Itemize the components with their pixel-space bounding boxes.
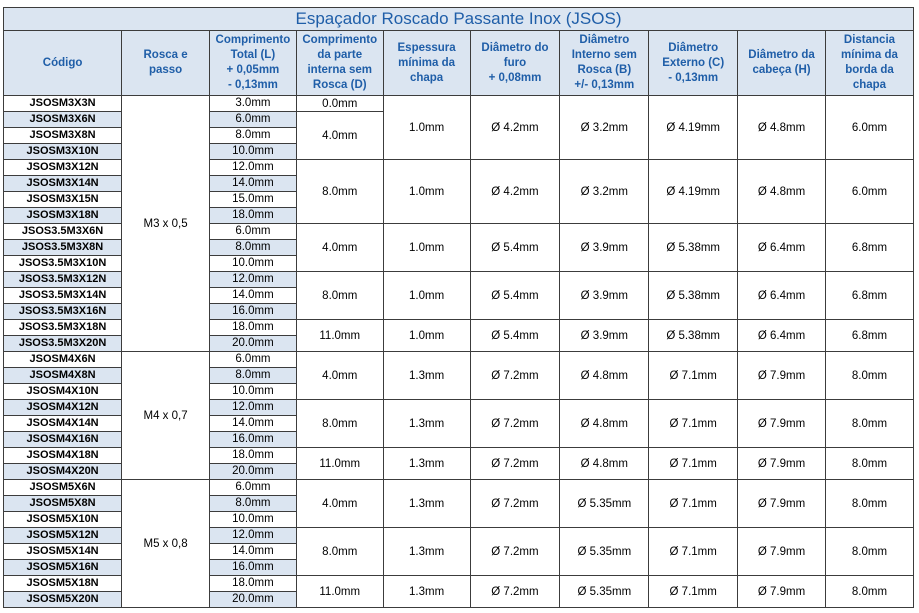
cell-total-length: 10.0mm	[209, 144, 296, 160]
cell-head-diameter: Ø 7.9mm	[738, 528, 826, 576]
cell-hole-diameter: Ø 5.4mm	[470, 224, 560, 272]
cell-head-diameter: Ø 7.9mm	[738, 400, 826, 448]
cell-inner-diameter: Ø 4.8mm	[560, 400, 649, 448]
cell-edge-distance: 8.0mm	[825, 480, 913, 528]
cell-outer-diameter: Ø 4.19mm	[649, 96, 738, 160]
table-row	[4, 352, 914, 368]
cell-min-thickness: 1.3mm	[383, 352, 470, 400]
cell-total-length: 14.0mm	[209, 544, 296, 560]
cell-code: JSOSM4X8N	[4, 368, 122, 384]
cell-inner-length: 4.0mm	[296, 480, 383, 528]
cell-code: JSOSM3X3N	[4, 96, 122, 112]
cell-code: JSOS3.5M3X16N	[4, 304, 122, 320]
cell-total-length: 6.0mm	[209, 352, 296, 368]
cell-total-length: 12.0mm	[209, 400, 296, 416]
cell-thread: M4 x 0,7	[122, 352, 210, 480]
cell-code: JSOS3.5M3X20N	[4, 336, 122, 352]
cell-min-thickness: 1.0mm	[383, 272, 470, 320]
cell-hole-diameter: Ø 7.2mm	[470, 400, 560, 448]
cell-edge-distance: 6.8mm	[825, 272, 913, 320]
cell-head-diameter: Ø 6.4mm	[738, 272, 826, 320]
cell-outer-diameter: Ø 7.1mm	[649, 480, 738, 528]
cell-total-length: 10.0mm	[209, 256, 296, 272]
cell-total-length: 12.0mm	[209, 272, 296, 288]
cell-outer-diameter: Ø 5.38mm	[649, 272, 738, 320]
cell-outer-diameter: Ø 7.1mm	[649, 576, 738, 608]
cell-inner-length: 8.0mm	[296, 528, 383, 576]
cell-code: JSOSM3X8N	[4, 128, 122, 144]
cell-edge-distance: 8.0mm	[825, 400, 913, 448]
cell-inner-length: 11.0mm	[296, 448, 383, 480]
cell-min-thickness: 1.0mm	[383, 320, 470, 352]
cell-inner-diameter: Ø 5.35mm	[560, 528, 649, 576]
cell-total-length: 18.0mm	[209, 448, 296, 464]
cell-total-length: 6.0mm	[209, 480, 296, 496]
cell-head-diameter: Ø 7.9mm	[738, 448, 826, 480]
header-code: Código	[4, 31, 122, 96]
cell-code: JSOSM4X12N	[4, 400, 122, 416]
cell-edge-distance: 8.0mm	[825, 352, 913, 400]
cell-min-thickness: 1.0mm	[383, 224, 470, 272]
table-row	[4, 480, 914, 496]
cell-code: JSOSM5X12N	[4, 528, 122, 544]
cell-total-length: 16.0mm	[209, 560, 296, 576]
cell-head-diameter: Ø 6.4mm	[738, 320, 826, 352]
cell-inner-length: 11.0mm	[296, 576, 383, 608]
cell-hole-diameter: Ø 5.4mm	[470, 272, 560, 320]
cell-inner-length: 8.0mm	[296, 400, 383, 448]
cell-inner-length: 11.0mm	[296, 320, 383, 352]
cell-hole-diameter: Ø 7.2mm	[470, 480, 560, 528]
cell-code: JSOSM5X14N	[4, 544, 122, 560]
cell-hole-diameter: Ø 5.4mm	[470, 320, 560, 352]
cell-thread: M3 x 0,5	[122, 96, 210, 352]
cell-hole-diameter: Ø 7.2mm	[470, 528, 560, 576]
cell-total-length: 16.0mm	[209, 304, 296, 320]
cell-inner-length: 4.0mm	[296, 224, 383, 272]
header-outer-diameter: Diâmetro Externo (C) - 0,13mm	[649, 31, 738, 96]
cell-inner-diameter: Ø 4.8mm	[560, 352, 649, 400]
cell-edge-distance: 8.0mm	[825, 448, 913, 480]
cell-edge-distance: 6.0mm	[825, 160, 913, 224]
cell-total-length: 6.0mm	[209, 112, 296, 128]
cell-total-length: 14.0mm	[209, 416, 296, 432]
cell-edge-distance: 8.0mm	[825, 528, 913, 576]
cell-code: JSOS3.5M3X6N	[4, 224, 122, 240]
cell-hole-diameter: Ø 7.2mm	[470, 352, 560, 400]
cell-inner-length: 8.0mm	[296, 272, 383, 320]
table-body	[4, 96, 914, 608]
cell-inner-length: 4.0mm	[296, 112, 383, 160]
cell-code: JSOSM3X14N	[4, 176, 122, 192]
header-inner-diameter: Diâmetro Interno sem Rosca (B) +/- 0,13mm	[560, 31, 649, 96]
cell-code: JSOS3.5M3X10N	[4, 256, 122, 272]
cell-code: JSOSM4X16N	[4, 432, 122, 448]
cell-total-length: 18.0mm	[209, 208, 296, 224]
header-min-thickness: Espessura mínima da chapa	[383, 31, 470, 96]
cell-min-thickness: 1.3mm	[383, 400, 470, 448]
cell-total-length: 12.0mm	[209, 528, 296, 544]
header-row	[4, 31, 914, 96]
cell-total-length: 18.0mm	[209, 576, 296, 592]
cell-hole-diameter: Ø 4.2mm	[470, 160, 560, 224]
cell-inner-diameter: Ø 4.8mm	[560, 448, 649, 480]
cell-total-length: 8.0mm	[209, 240, 296, 256]
cell-outer-diameter: Ø 7.1mm	[649, 448, 738, 480]
cell-min-thickness: 1.0mm	[383, 96, 470, 160]
cell-inner-diameter: Ø 3.2mm	[560, 96, 649, 160]
cell-inner-diameter: Ø 3.9mm	[560, 320, 649, 352]
cell-total-length: 8.0mm	[209, 496, 296, 512]
cell-outer-diameter: Ø 7.1mm	[649, 528, 738, 576]
cell-code: JSOSM4X10N	[4, 384, 122, 400]
cell-hole-diameter: Ø 7.2mm	[470, 576, 560, 608]
cell-min-thickness: 1.3mm	[383, 448, 470, 480]
cell-code: JSOS3.5M3X18N	[4, 320, 122, 336]
cell-code: JSOSM4X14N	[4, 416, 122, 432]
cell-edge-distance: 8.0mm	[825, 576, 913, 608]
header-total-length: Comprimento Total (L) + 0,05mm - 0,13mm	[209, 31, 296, 96]
cell-code: JSOS3.5M3X12N	[4, 272, 122, 288]
cell-total-length: 8.0mm	[209, 128, 296, 144]
cell-total-length: 18.0mm	[209, 320, 296, 336]
cell-min-thickness: 1.3mm	[383, 480, 470, 528]
cell-code: JSOSM3X12N	[4, 160, 122, 176]
cell-outer-diameter: Ø 7.1mm	[649, 400, 738, 448]
cell-min-thickness: 1.0mm	[383, 160, 470, 224]
cell-code: JSOSM5X18N	[4, 576, 122, 592]
header-hole-diameter: Diâmetro do furo + 0,08mm	[470, 31, 560, 96]
cell-code: JSOSM3X18N	[4, 208, 122, 224]
cell-inner-length: 0.0mm	[296, 96, 383, 112]
cell-total-length: 6.0mm	[209, 224, 296, 240]
cell-inner-diameter: Ø 3.2mm	[560, 160, 649, 224]
cell-outer-diameter: Ø 5.38mm	[649, 320, 738, 352]
cell-head-diameter: Ø 7.9mm	[738, 576, 826, 608]
cell-code: JSOSM5X8N	[4, 496, 122, 512]
cell-code: JSOSM4X18N	[4, 448, 122, 464]
header-head-diameter: Diâmetro da cabeça (H)	[738, 31, 826, 96]
cell-code: JSOS3.5M3X14N	[4, 288, 122, 304]
cell-total-length: 20.0mm	[209, 336, 296, 352]
cell-code: JSOSM5X20N	[4, 592, 122, 608]
cell-inner-diameter: Ø 3.9mm	[560, 224, 649, 272]
cell-total-length: 12.0mm	[209, 160, 296, 176]
cell-total-length: 10.0mm	[209, 512, 296, 528]
cell-hole-diameter: Ø 4.2mm	[470, 96, 560, 160]
cell-total-length: 15.0mm	[209, 192, 296, 208]
spec-table-container	[3, 7, 914, 608]
cell-inner-diameter: Ø 5.35mm	[560, 480, 649, 528]
cell-code: JSOSM5X10N	[4, 512, 122, 528]
cell-code: JSOSM5X16N	[4, 560, 122, 576]
cell-total-length: 20.0mm	[209, 592, 296, 608]
cell-total-length: 8.0mm	[209, 368, 296, 384]
header-thread: Rosca e passo	[122, 31, 210, 96]
cell-hole-diameter: Ø 7.2mm	[470, 448, 560, 480]
cell-head-diameter: Ø 4.8mm	[738, 160, 826, 224]
cell-edge-distance: 6.8mm	[825, 320, 913, 352]
cell-code: JSOSM5X6N	[4, 480, 122, 496]
table-row	[4, 96, 914, 112]
cell-edge-distance: 6.0mm	[825, 96, 913, 160]
cell-outer-diameter: Ø 4.19mm	[649, 160, 738, 224]
cell-code: JSOS3.5M3X8N	[4, 240, 122, 256]
cell-code: JSOSM3X10N	[4, 144, 122, 160]
table-title: Espaçador Roscado Passante Inox (JSOS)	[4, 8, 914, 31]
cell-outer-diameter: Ø 7.1mm	[649, 352, 738, 400]
cell-head-diameter: Ø 6.4mm	[738, 224, 826, 272]
cell-total-length: 3.0mm	[209, 96, 296, 112]
cell-code: JSOSM4X6N	[4, 352, 122, 368]
cell-total-length: 20.0mm	[209, 464, 296, 480]
cell-min-thickness: 1.3mm	[383, 576, 470, 608]
cell-inner-diameter: Ø 5.35mm	[560, 576, 649, 608]
cell-outer-diameter: Ø 5.38mm	[649, 224, 738, 272]
header-inner-length: Comprimento da parte interna sem Rosca (D)	[296, 31, 383, 96]
header-edge-distance: Distancia mínima da borda da chapa	[825, 31, 913, 96]
cell-code: JSOSM3X15N	[4, 192, 122, 208]
cell-total-length: 10.0mm	[209, 384, 296, 400]
cell-inner-diameter: Ø 3.9mm	[560, 272, 649, 320]
cell-code: JSOSM4X20N	[4, 464, 122, 480]
cell-edge-distance: 6.8mm	[825, 224, 913, 272]
cell-head-diameter: Ø 7.9mm	[738, 352, 826, 400]
cell-head-diameter: Ø 4.8mm	[738, 96, 826, 160]
cell-head-diameter: Ø 7.9mm	[738, 480, 826, 528]
cell-total-length: 14.0mm	[209, 288, 296, 304]
spec-table	[3, 7, 914, 608]
cell-code: JSOSM3X6N	[4, 112, 122, 128]
cell-thread: M5 x 0,8	[122, 480, 210, 608]
cell-inner-length: 4.0mm	[296, 352, 383, 400]
cell-min-thickness: 1.3mm	[383, 528, 470, 576]
cell-inner-length: 8.0mm	[296, 160, 383, 224]
cell-total-length: 16.0mm	[209, 432, 296, 448]
cell-total-length: 14.0mm	[209, 176, 296, 192]
